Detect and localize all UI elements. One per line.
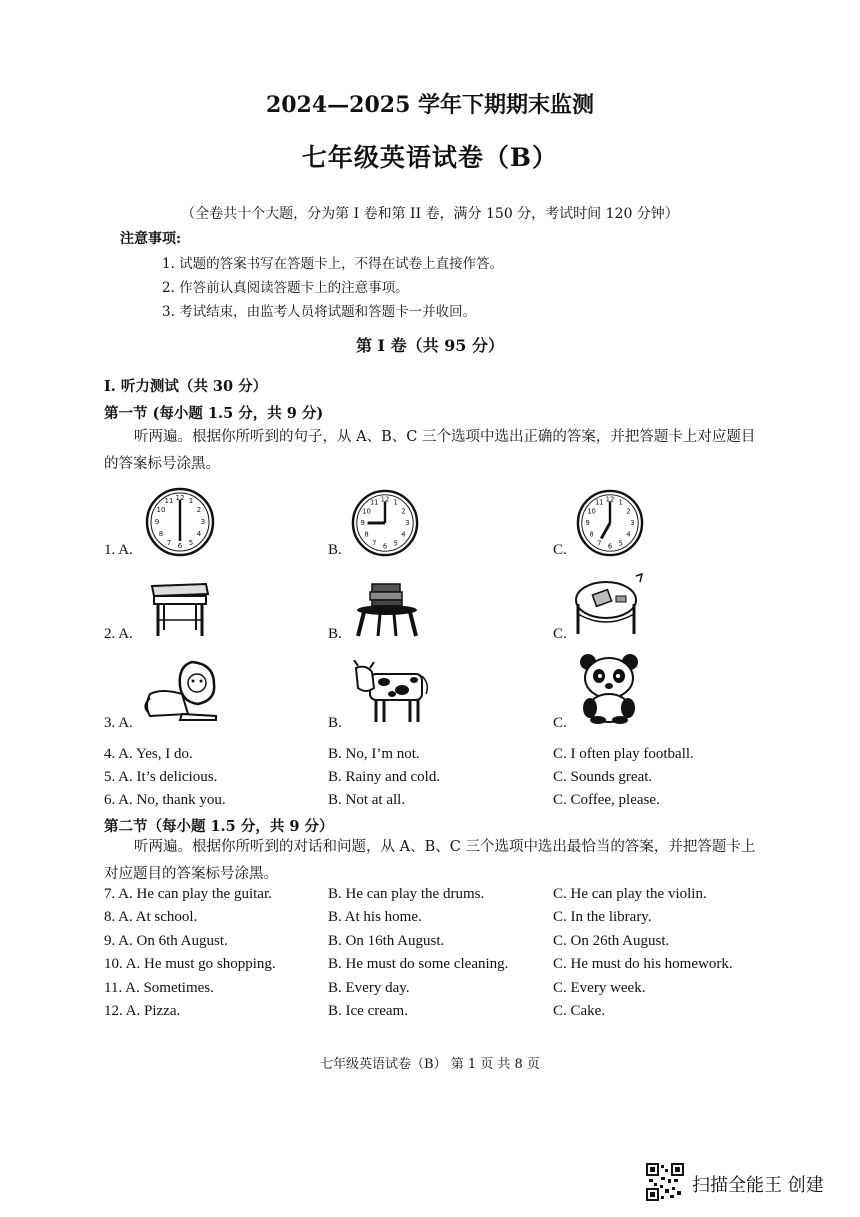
svg-text:1: 1 [618, 498, 623, 507]
option-c: C. In the library. [553, 909, 652, 925]
option-label: C. [553, 715, 567, 731]
svg-text:5: 5 [188, 539, 194, 547]
option-c: C. I often play football. [553, 746, 694, 762]
option-b: B. On 16th August. [328, 933, 445, 949]
svg-text:3: 3 [630, 518, 635, 527]
option-b: B. At his home. [328, 909, 422, 925]
clock-9-icon [350, 488, 420, 558]
svg-text:10: 10 [587, 507, 596, 516]
section-title: 第一节 (每小题 1.5 分，共 9 分) [104, 405, 324, 422]
panda-icon [576, 652, 642, 724]
option-b: B. He can play the drums. [328, 886, 485, 902]
question-label: 1. A. [104, 542, 133, 558]
option-b: B. Ice cream. [328, 1003, 408, 1019]
option-c: C. Cake. [553, 1003, 606, 1019]
option-a: 12. A. Pizza. [104, 1003, 181, 1019]
svg-text:7: 7 [166, 539, 172, 547]
svg-text:4: 4 [196, 530, 202, 538]
question-label: 2. A. [104, 626, 133, 642]
option-c: C. He can play the violin. [553, 886, 707, 902]
svg-text:7: 7 [597, 539, 602, 548]
svg-text:11: 11 [164, 497, 174, 505]
option-b: B. Rainy and cold. [328, 769, 441, 785]
svg-text:1: 1 [188, 497, 194, 505]
svg-text:2: 2 [626, 507, 631, 516]
svg-text:8: 8 [158, 530, 164, 538]
svg-text:8: 8 [589, 530, 594, 539]
svg-text:7: 7 [372, 539, 377, 548]
option-c: C. Sounds great. [553, 769, 653, 785]
option-b: B. Not at all. [328, 792, 406, 808]
option-a: 10. A. He must go shopping. [104, 956, 276, 972]
part-title: I. 听力测试（共 30 分） [104, 378, 268, 395]
option-label: B. [328, 542, 342, 558]
notice-heading: 注意事项: [120, 231, 182, 247]
svg-text:3: 3 [405, 518, 410, 527]
option-c: C. Coffee, please. [553, 792, 660, 808]
option-label: C. [553, 626, 567, 642]
option-a: 9. A. On 6th August. [104, 933, 228, 949]
svg-text:2: 2 [401, 507, 406, 516]
scanner-brand: 扫描全能王 创建 [692, 1175, 824, 1196]
option-a: 6. A. No, thank you. [104, 792, 226, 808]
option-c: C. He must do his homework. [553, 956, 733, 972]
option-b: B. No, I’m not. [328, 746, 420, 762]
exam-subtitle: 七年级英语试卷（B） [301, 143, 559, 172]
svg-text:6: 6 [177, 542, 183, 550]
svg-text:6: 6 [607, 542, 613, 551]
svg-text:9: 9 [154, 518, 160, 526]
section-instruction: 听两遍。根据你所听到的句子，从 A、B、C 三个选项中选出正确的答案，并把答题卡上对应题目的答案标号涂黑。 [104, 429, 756, 472]
clock-7-icon [575, 488, 645, 558]
option-a: 8. A. At school. [104, 909, 198, 925]
svg-text:8: 8 [364, 530, 369, 539]
section-title: 第二节（每小题 1.5 分，共 9 分） [104, 818, 334, 835]
option-a: 4. A. Yes, I do. [104, 746, 193, 762]
notice-item: 3. 考试结束，由监考人员将试题和答题卡一并收回。 [162, 304, 477, 320]
svg-text:11: 11 [594, 498, 604, 507]
option-b: B. Every day. [328, 980, 410, 996]
option-label: B. [328, 715, 342, 731]
svg-text:5: 5 [618, 539, 623, 548]
qr-code-icon [646, 1163, 684, 1201]
option-a: 11. A. Sometimes. [104, 980, 214, 996]
notice-item: 2. 作答前认真阅读答题卡上的注意事项。 [162, 280, 409, 296]
svg-text:4: 4 [401, 530, 406, 539]
svg-text:11: 11 [369, 498, 379, 507]
option-label: C. [553, 542, 567, 558]
svg-text:6: 6 [382, 542, 388, 551]
svg-text:4: 4 [626, 530, 631, 539]
svg-text:9: 9 [585, 518, 590, 527]
question-label: 3. A. [104, 715, 133, 731]
option-a: 7. A. He can play the guitar. [104, 886, 272, 902]
svg-text:10: 10 [362, 507, 371, 516]
desk-icon [148, 580, 212, 638]
lion-icon [142, 658, 224, 724]
exam-title: 2024—2025 学年下期期末监测 [265, 92, 595, 118]
page-footer: 七年级英语试卷（B） 第 1 页 共 8 页 [320, 1057, 540, 1072]
section-instruction: 听两遍。根据你所听到的对话和问题，从 A、B、C 三个选项中选出最恰当的答案，并把答题卡上对应题目的答案标号涂黑。 [104, 839, 756, 882]
svg-text:2: 2 [196, 506, 202, 514]
volume-title: 第 I 卷（共 95 分） [355, 336, 505, 355]
svg-text:12: 12 [175, 494, 185, 502]
svg-text:12: 12 [380, 495, 390, 504]
clock-6-icon [144, 486, 216, 558]
svg-text:12: 12 [605, 495, 615, 504]
round-table-icon [572, 570, 658, 640]
svg-text:3: 3 [200, 518, 206, 526]
svg-text:10: 10 [156, 506, 166, 514]
option-c: C. Every week. [553, 980, 646, 996]
option-label: B. [328, 626, 342, 642]
notice-item: 1. 试题的答案书写在答题卡上，不得在试卷上直接作答。 [162, 256, 504, 272]
cow-icon [352, 660, 432, 726]
svg-text:1: 1 [393, 498, 398, 507]
option-a: 5. A. It’s delicious. [104, 769, 218, 785]
svg-text:5: 5 [393, 539, 398, 548]
svg-text:9: 9 [360, 518, 365, 527]
exam-info: （全卷共十个大题，分为第 I 卷和第 II 卷，满分 150 分，考试时间 120 分钟） [181, 206, 679, 222]
option-b: B. He must do some cleaning. [328, 956, 509, 972]
option-c: C. On 26th August. [553, 933, 670, 949]
stool-books-icon [354, 580, 420, 638]
